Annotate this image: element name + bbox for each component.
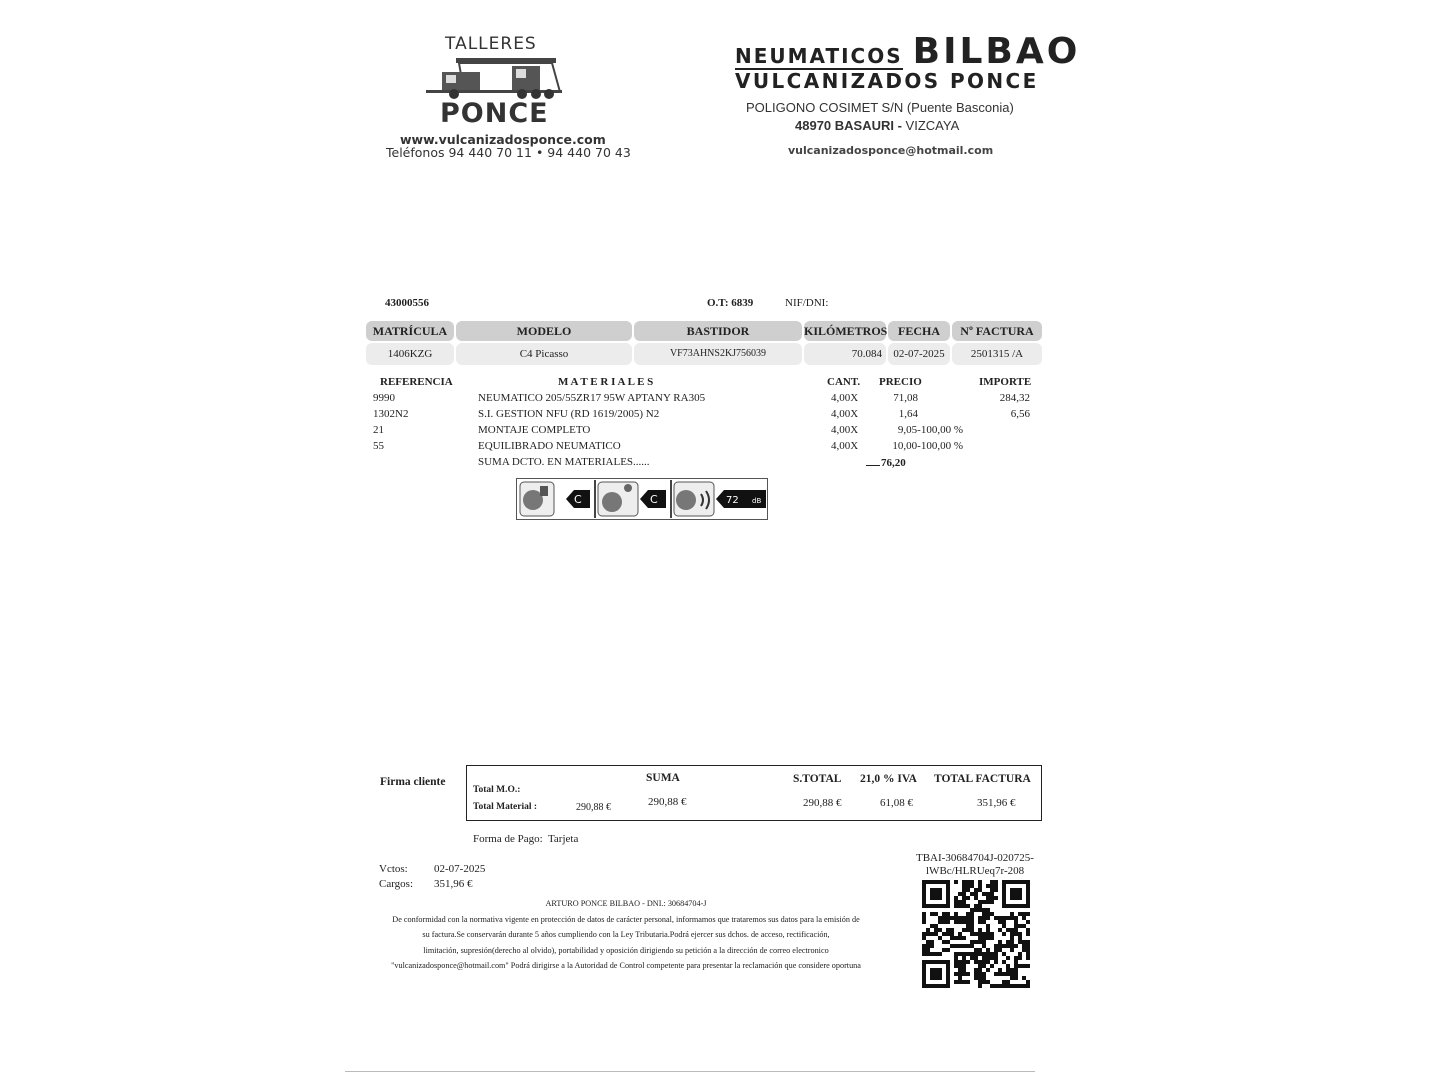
summary-value <box>866 455 906 471</box>
province: VIZCAYA <box>901 118 960 133</box>
col-materiales: M A T E R I A L E S <box>558 376 654 388</box>
summary-label: SUMA DCTO. EN MATERIALES...... <box>478 456 650 468</box>
summary-value-text: 76,20 <box>881 457 906 469</box>
total-factura-label: TOTAL FACTURA <box>934 773 1031 785</box>
header-modelo: MODELO <box>456 321 632 341</box>
fuel-efficiency-icon <box>520 482 554 516</box>
stotal-value: 290,88 € <box>803 797 842 809</box>
header-matricula: MATRÍCULA <box>366 321 454 341</box>
description-cell: S.I. GESTION NFU (RD 1619/2005) N2 <box>478 408 660 420</box>
price-cell: 10,00-100,00 % <box>892 440 963 452</box>
amount-cell: 6,56 <box>1010 408 1030 420</box>
noise-db-text: 72 <box>726 495 739 506</box>
quantity-cell: 4,00X <box>831 408 859 420</box>
value-kilometros: 70.084 <box>804 343 886 365</box>
forma-pago: Forma de Pago: Tarjeta <box>473 833 579 845</box>
suma-label: SUMA <box>646 772 680 784</box>
website-text: www.vulcanizadosponce.com <box>400 132 606 147</box>
reference-cell: 55 <box>373 440 384 452</box>
col-referencia: REFERENCIA <box>380 376 453 388</box>
value-modelo: C4 Picasso <box>456 343 632 365</box>
tbai-line-2: lWBc/HLRUeq7r-208 <box>926 865 1025 877</box>
noise-icon <box>674 482 714 516</box>
total-material-label: Total Material : <box>473 802 538 812</box>
header-kilometros: KILÓMETROS <box>804 321 886 341</box>
vctos-value: 02-07-2025 <box>434 863 486 875</box>
legal-line-1: De conformidad con la normativa vigente en protección de datos de carácter personal, informamos que trataremos sus datos para la emisión de <box>392 914 860 924</box>
firma-cliente: Firma cliente <box>380 776 446 788</box>
price-cell: 71,08 <box>893 392 918 404</box>
value-matricula: 1406KZG <box>366 343 454 365</box>
value-fecha: 02-07-2025 <box>888 343 950 365</box>
fuel-class-text: C <box>574 493 582 506</box>
cargos-label: Cargos: <box>379 878 414 890</box>
description-cell: EQUILIBRADO NEUMATICO <box>478 440 621 452</box>
eu-tyre-label <box>516 478 768 520</box>
legal-line-2: su factura.Se conservarán durante 5 años cumpliendo con la Ley Tributaria.Podrá ejercer sus dchos. de acceso, rectificación, <box>422 930 830 939</box>
grip-class-text: C <box>650 493 658 506</box>
legal-line-3: limitación, supresión(derecho al olvido), portabilidad y oposición dirigiendo su petición a la dirección de correo electronico <box>423 945 829 955</box>
ponce-logo-text: PONCE <box>440 98 549 129</box>
address-line-2 <box>795 118 959 133</box>
noise-unit-text: dB <box>752 497 762 505</box>
col-precio: PRECIO <box>879 376 922 388</box>
wet-grip-icon <box>598 482 638 516</box>
quantity-cell: 4,00X <box>831 424 859 436</box>
quantity-cell: 4,00X <box>831 392 859 404</box>
work-order: O.T: 6839 <box>707 297 754 309</box>
stotal-label: S.TOTAL <box>793 773 842 785</box>
phones-text: Teléfonos 94 440 70 11 • 94 440 70 43 <box>386 145 631 160</box>
iva-label: 21,0 % IVA <box>860 773 917 785</box>
description-cell: NEUMATICO 205/55ZR17 95W APTANY RA305 <box>478 392 706 404</box>
total-factura-value: 351,96 € <box>977 797 1016 809</box>
reference-cell: 9990 <box>373 392 395 404</box>
nif-label: NIF/DNI: <box>785 297 829 309</box>
legal-line-4: "vulcanizadosponce@hotmail.com" Podrá dirigirse a la Autoridad de Control competente para presentar la reclamación que considere oportuna <box>391 961 861 970</box>
address-line-1: POLIGONO COSIMET S/N (Puente Basconia) <box>746 100 1014 115</box>
vulcanizados-text: VULCANIZADOS PONCE <box>735 69 1039 93</box>
total-material-value: 290,88 € <box>576 802 611 813</box>
header-bastidor: BASTIDOR <box>634 321 802 341</box>
price-cell: 9,05-100,00 % <box>897 424 963 436</box>
tbai-line-1: TBAI-30684704J-020725- <box>916 852 1034 864</box>
value-factura: 2501315 /A <box>952 343 1042 365</box>
company-header <box>735 31 1081 72</box>
header-fecha: FECHA <box>888 321 950 341</box>
price-cell: 1,64 <box>898 408 918 420</box>
bilbao-text: BILBAO <box>912 31 1081 72</box>
legal-block <box>370 896 882 974</box>
scan-edge-line <box>345 1071 1035 1072</box>
reference-cell: 1302N2 <box>373 408 409 420</box>
neumaticos-text: NEUMATICOS <box>735 44 903 68</box>
qr-code <box>922 880 1030 988</box>
vctos-label: Vctos: <box>379 863 408 875</box>
client-code: 43000556 <box>385 297 429 309</box>
suma-value: 290,88 € <box>648 796 687 808</box>
total-mo-label: Total M.O.: <box>473 785 521 795</box>
company-email: vulcanizadosponce@hotmail.com <box>788 144 994 157</box>
cargos-value: 351,96 € <box>434 878 473 890</box>
talleres-label: TALLERES <box>445 34 537 54</box>
reference-cell: 21 <box>373 424 384 436</box>
description-cell: MONTAJE COMPLETO <box>478 424 591 436</box>
postal-city: 48970 BASAURI - <box>795 118 902 133</box>
iva-value: 61,08 € <box>880 797 913 809</box>
col-importe: IMPORTE <box>979 376 1032 388</box>
issuer-line: ARTURO PONCE BILBAO - DNI.: 30684704-J <box>545 899 707 908</box>
amount-cell: 284,32 <box>999 392 1030 404</box>
truck-logo-icon <box>424 52 564 100</box>
col-cant: CANT. <box>827 376 861 388</box>
quantity-cell: 4,00X <box>831 440 859 452</box>
value-bastidor: VF73AHNS2KJ756039 <box>634 343 802 365</box>
header-factura: Nº FACTURA <box>952 321 1042 341</box>
lines-table <box>373 390 1073 460</box>
